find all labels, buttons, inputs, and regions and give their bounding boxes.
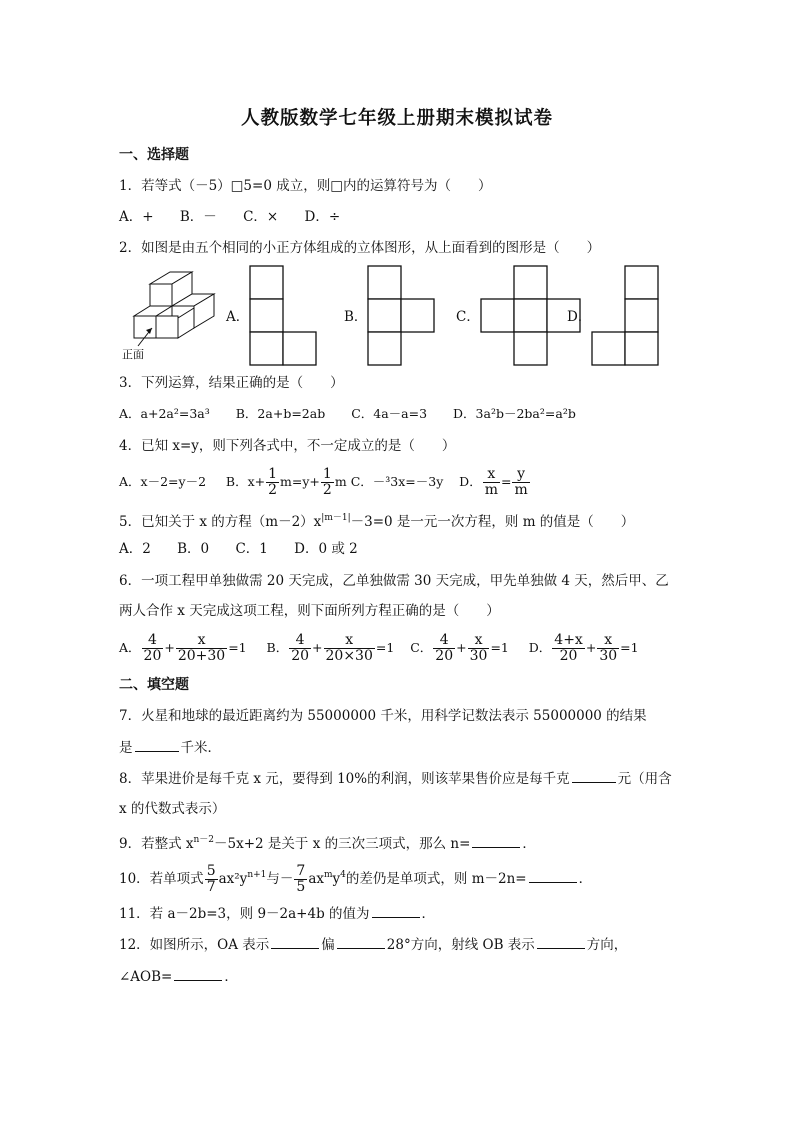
section-choice-heading: 一、选择题 (119, 147, 189, 163)
denominator: 20×30 (325, 648, 373, 664)
fraction (142, 633, 164, 664)
plus-sign: + (456, 640, 467, 655)
question-7-line-1: 7．火星和地球的最近距离约为 55000000 千米，用科学记数法表示 55000000 的结果 (119, 708, 647, 724)
question-5-suffix: －3=0 是一元一次方程，则 m 的值是（ ） (350, 514, 635, 530)
monomial-2: ax (308, 871, 324, 887)
question-1: 1．若等式（－5）□5=0 成立，则□内的运算符号为（ ） (119, 178, 492, 194)
question-5-options (119, 539, 380, 559)
answer-blank (537, 934, 585, 949)
numerator: x (468, 633, 490, 649)
question-11-prefix: 11．若 a－2b=3，则 9－2a+4b 的值为 (119, 906, 370, 922)
plus-sign: + (312, 640, 323, 655)
denominator: 20 (291, 648, 310, 664)
option-d: D．0 或 2 (294, 541, 358, 557)
fraction-half (266, 467, 279, 498)
denominator: 2 (268, 482, 278, 498)
denominator: m (514, 482, 528, 498)
option-b-suffix: m (334, 474, 347, 489)
option-d-label: D． (567, 309, 592, 325)
option-b: B．－ (179, 209, 217, 225)
answer-blank (529, 868, 577, 883)
question-6-line-1: 6．一项工程甲单独做需 20 天完成，乙单独做需 30 天完成，甲先单独做 4 天，然后甲、乙 (119, 573, 669, 589)
denominator: 20 (435, 648, 454, 664)
denominator: 5 (296, 879, 306, 895)
exponent: m (323, 870, 333, 880)
answer-blank (174, 966, 222, 981)
denominator: 30 (599, 648, 618, 664)
exponent: n+1 (247, 870, 267, 880)
question-12-line-1 (119, 934, 627, 955)
numerator: x (597, 633, 619, 649)
question-8-line-1 (119, 768, 672, 789)
answer-blank (337, 934, 385, 949)
question-10 (119, 858, 592, 896)
option-b: B．2a+b=2ab (235, 406, 326, 421)
denominator: 7 (206, 879, 216, 895)
option-d (459, 466, 531, 498)
option-label: B． (266, 640, 289, 655)
option-c: C．－³3x=－3y (350, 474, 444, 489)
option-a-top-view (249, 265, 317, 365)
numerator: 4+x (554, 632, 583, 648)
question-6-line-2: 两人合作 x 天完成这项工程，则下面所列方程正确的是（ ） (119, 603, 500, 619)
fraction (433, 633, 455, 664)
option-a (119, 632, 247, 664)
option-b-middle: m=y+ (280, 474, 320, 489)
question-3: 3．下列运算，结果正确的是（ ） (119, 375, 344, 391)
equals-sign: = (500, 474, 512, 489)
option-b: B．0 (177, 541, 210, 557)
question-12-suffix: ． (224, 969, 238, 985)
fraction-5-7 (205, 864, 218, 895)
fraction-half (321, 467, 334, 498)
numerator: 1 (322, 466, 332, 482)
option-d-prefix: D． (459, 474, 482, 489)
option-b (225, 466, 347, 498)
question-11-suffix: ． (421, 906, 436, 922)
fraction (176, 633, 227, 664)
answer-blank (372, 903, 420, 918)
option-label: A． (119, 640, 141, 655)
question-7-prefix: 是 (119, 740, 133, 756)
numerator: 4 (433, 633, 455, 649)
option-a: A．x－2=y－2 (119, 474, 207, 489)
question-5-prefix: 5．已知关于 x 的方程（m－2）x (119, 514, 322, 530)
question-7-line-2 (119, 737, 221, 758)
question-7-suffix: 千米． (180, 740, 221, 756)
question-12-angle-prefix: ∠AOB= (119, 969, 173, 985)
question-9-middle: －5x+2 是关于 x 的三次三项式，那么 n= (214, 836, 471, 852)
equation-rhs: =1 (375, 640, 395, 655)
question-5 (119, 508, 634, 532)
option-c (410, 632, 509, 664)
answer-blank (271, 934, 319, 949)
exponent: 4 (340, 870, 346, 880)
option-a-label: A． (226, 309, 250, 325)
answer-blank (135, 737, 179, 752)
front-label: 正面 (122, 348, 144, 361)
option-c: C．1 (235, 541, 268, 557)
denominator: 20+30 (177, 648, 226, 664)
question-12-part-d: 方向， (586, 937, 628, 953)
fraction-7-5 (294, 864, 307, 895)
option-label: C． (410, 640, 433, 655)
question-10-middle: 与－ (266, 871, 294, 887)
monomial-1: ax²y (218, 871, 248, 887)
plus-sign: + (585, 640, 597, 655)
numerator: 5 (206, 863, 216, 879)
question-9-prefix: 9．若整式 x (119, 836, 194, 852)
fraction (552, 633, 585, 664)
fraction-x-over-m (483, 467, 500, 498)
cube-figure (118, 266, 228, 362)
option-a: A．a+2a²=3a³ (119, 406, 210, 421)
equation-rhs: =1 (490, 640, 509, 655)
question-9-suffix: ． (522, 836, 536, 852)
numerator: 4 (289, 633, 311, 649)
numerator: x (483, 467, 500, 483)
question-10-end: ． (578, 871, 593, 887)
denominator: 30 (469, 648, 488, 664)
question-8-prefix: 8．苹果进价是每千克 x 元，要得到 10%的利润，则该苹果售价应是每千克 (119, 771, 570, 787)
fraction (597, 633, 619, 664)
denominator: m (484, 482, 498, 498)
numerator: x (176, 633, 227, 649)
question-8-suffix: 元（用含 (617, 771, 672, 787)
fraction (324, 633, 375, 664)
plus-sign: + (164, 640, 175, 655)
option-label: D． (528, 640, 552, 655)
option-d: D．3a²b－2ba²=a²b (453, 406, 576, 421)
question-12-line-2 (119, 966, 238, 987)
option-a: A．2 (119, 541, 151, 557)
monomial-2-y: y (332, 871, 341, 887)
denominator: 2 (322, 482, 332, 498)
option-c: C．4a－a=3 (351, 406, 428, 421)
question-12-part-b: 偏 (321, 937, 335, 953)
section-fill-heading: 二、填空题 (119, 677, 189, 693)
numerator: 7 (296, 863, 306, 879)
answer-blank (572, 768, 616, 783)
denominator: 20 (143, 648, 162, 664)
page-title: 人教版数学七年级上册期末模拟试卷 (240, 108, 553, 129)
option-c-label: C． (456, 309, 480, 325)
question-2: 2．如图是由五个相同的小正方体组成的立体图形，从上面看到的图形是（ ） (119, 240, 601, 256)
equation-rhs: =1 (620, 640, 639, 655)
exponent: |m－1| (321, 513, 351, 523)
option-b-top-view (367, 265, 435, 365)
answer-blank (472, 833, 520, 848)
numerator: x (324, 633, 375, 649)
option-c: C．× (243, 209, 279, 225)
exponent: n－2 (193, 835, 215, 845)
fraction-y-over-m (512, 467, 529, 498)
denominator: 20 (559, 648, 578, 664)
option-b-label: B． (344, 309, 368, 325)
question-10-prefix: 10．若单项式 (119, 871, 204, 887)
fraction (468, 633, 490, 664)
option-d (528, 632, 639, 664)
option-a: A．+ (119, 209, 154, 225)
option-b-prefix: B．x+ (225, 474, 266, 489)
question-10-suffix: 的差仍是单项式，则 m－2n= (345, 871, 527, 887)
numerator: y (512, 467, 529, 483)
question-1-options (119, 207, 362, 227)
question-12-part-a: 12．如图所示，OA 表示 (119, 937, 270, 953)
numerator: 4 (142, 633, 164, 649)
fraction (289, 633, 311, 664)
numerator: 1 (268, 466, 278, 482)
question-9 (119, 830, 536, 854)
question-4: 4．已知 x=y，则下列各式中，不一定成立的是（ ） (119, 438, 456, 454)
equation-rhs: =1 (228, 640, 247, 655)
question-8-line-2: x 的代数式表示） (119, 801, 226, 817)
question-6-options (119, 632, 639, 664)
question-11 (119, 903, 435, 924)
option-d-top-view (591, 265, 659, 365)
question-4-options (119, 466, 531, 498)
option-d: D．÷ (304, 209, 341, 225)
question-12-part-c: 28°方向，射线 OB 表示 (386, 937, 535, 953)
question-3-options (119, 404, 598, 424)
